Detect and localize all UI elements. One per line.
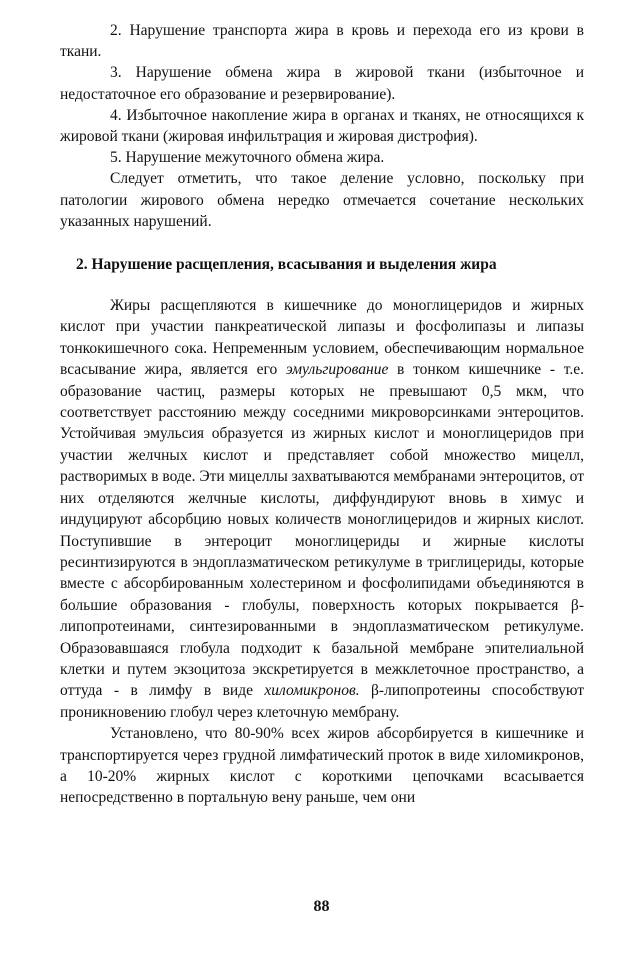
paragraph-text: в тонком кишечнике - т.е. образование частиц, размеры которых не превышают 0,5 мкм, что соответствует расстоянию между соседними микроворсинками энтероцитов. Устойчивая эмульсия образуется из жирных кислот и моноглицеридов при участии желчных кислот и представляет собой множество мицелл, растворимых в воде. Эти мицеллы захватываются мембранами энтероцитов, от них отделяются желчные кислоты, диффундируют вновь в химус и индуцируют абсорбцию новых количеств моноглицеридов и жирных кислот. Поступившие в энтероцит моноглицериды и жирные кислоты ресинтизируются в эндоплазматическом ретикулуме в триглицериды, которые вместе с абсорбированным холестерином и фосфолипидами объединяются в большие образования - глобулы, поверхность которых покрывается β-липопротеинами, синтезированными в эндоплазматическом ретикулуме. Образовавшаяся глобула подходит к базальной мембране эпителиальной клетки и путем экзоцитоза экскретируется в межклеточное пространство, а оттуда - в лимфу в виде [60,361,584,700]
list-item-5: 5. Нарушение межуточного обмена жира. [110,149,385,167]
page-content [60,20,584,809]
paragraph-text: β-липопротеины способствуют проникновению глобул через клеточную мембрану. [60,682,584,721]
section-body [60,295,584,809]
summary-paragraph: Следует отметить, что такое деление условно, поскольку при патологии жирового обмена нередко отмечается сочетание нескольких указанных нарушений. [60,170,584,230]
paragraph-digestion [60,295,584,723]
paragraph-absorption: Установлено, что 80-90% всех жиров абсорбируется в кишечнике и транспортируется через грудной лимфатический проток в виде хиломикронов, а 10-20% жирных кислот с короткими цепочками всасывается непосредственно в портальную вену раньше, чем они [60,725,584,807]
list-item-2: 2. Нарушение транспорта жира в кровь и перехода его из крови в ткани. [60,22,584,61]
paragraph-text: Жиры расщепляются в кишечнике до моноглицеридов и жирных кислот при участии панкреатической липазы и фосфолипазы и липазы тонкокишечного сока. Непременным условием, обеспечивающим нормальное всасывание жира, является его [60,297,584,379]
term-emulsification: эмульгирование [285,361,389,379]
list-item-4: 4. Избыточное накопление жира в органах и тканях, не относящихся к жировой ткани (жировая инфильтрация и жировая дистрофия). [60,106,584,146]
section-heading: 2. Нарушение расщепления, всасывания и выделения жира [76,256,497,274]
list-item-3: 3. Нарушение обмена жира в жировой ткани (избыточное и недостаточное его образование и резервирование). [60,64,584,103]
term-chylomicrons: хиломикронов. [264,682,360,700]
page-number: 88 [313,898,330,915]
